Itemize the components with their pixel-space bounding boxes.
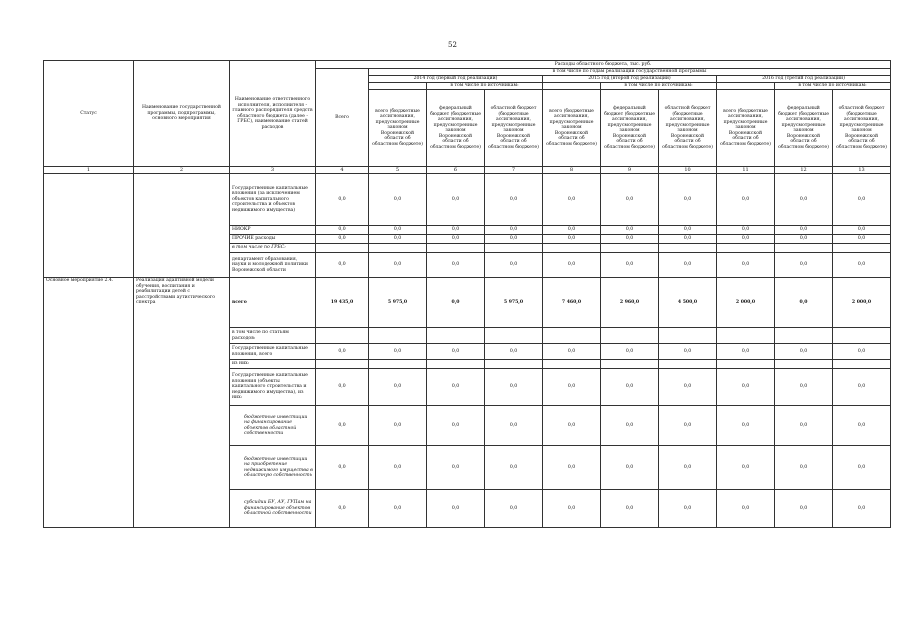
value-cell: 0,0 xyxy=(659,226,717,235)
value-cell xyxy=(659,328,717,344)
row-name: бюджетные инвестиции на приобретение недвижимого имущества в областную собственность xyxy=(230,446,316,490)
value-cell xyxy=(775,244,833,253)
value-cell: 0,0 xyxy=(543,226,601,235)
value-cell: 0,0 xyxy=(775,235,833,244)
header-year-2015: 2015 год (второй год реализации) xyxy=(543,76,717,83)
value-cell: 0,0 xyxy=(543,446,601,490)
column-number: 1 xyxy=(44,167,134,174)
header-by-sources: в том числе по источникам: xyxy=(427,83,543,90)
value-cell: 0,0 xyxy=(316,226,369,235)
value-cell: 2 960,0 xyxy=(601,278,659,328)
value-cell: 0,0 xyxy=(717,406,775,446)
value-cell xyxy=(833,244,891,253)
value-cell xyxy=(543,360,601,369)
column-number: 8 xyxy=(543,167,601,174)
header-sub-regional: областной бюджет (бюджетные ассигнования, предусмотренные законом Воронежской области об областном бюджете) xyxy=(659,90,717,167)
value-cell xyxy=(369,328,427,344)
row-name: из них: xyxy=(230,360,316,369)
row-name: в том числе по статьям расходов: xyxy=(230,328,316,344)
value-cell: 0,0 xyxy=(369,369,427,406)
value-cell: 0,0 xyxy=(427,406,485,446)
status-cell: Основное мероприятие 2.4. xyxy=(44,278,134,528)
table-row xyxy=(44,278,891,328)
value-cell: 0,0 xyxy=(316,253,369,278)
value-cell: 0,0 xyxy=(717,369,775,406)
value-cell: 0,0 xyxy=(369,235,427,244)
table-row xyxy=(44,174,891,226)
column-number: 12 xyxy=(775,167,833,174)
value-cell: 0,0 xyxy=(775,369,833,406)
value-cell: 0,0 xyxy=(543,174,601,226)
row-name: департамент образования, науки и молодежной политики Воронежской области xyxy=(230,253,316,278)
table-header xyxy=(44,61,891,174)
row-name: субсидии БУ, АУ, ГУПам на финансирование объектов областной собственности xyxy=(230,490,316,528)
header-by-years: в том числе по годам реализации государственной программы xyxy=(369,69,891,76)
value-cell: 0,0 xyxy=(833,253,891,278)
value-cell xyxy=(601,328,659,344)
header-status: Статус xyxy=(44,61,134,167)
value-cell: 0,0 xyxy=(427,490,485,528)
program-cell xyxy=(134,174,230,278)
value-cell xyxy=(659,244,717,253)
value-cell: 0,0 xyxy=(427,369,485,406)
value-cell: 0,0 xyxy=(427,278,485,328)
value-cell xyxy=(717,328,775,344)
value-cell: 0,0 xyxy=(775,344,833,360)
value-cell: 0,0 xyxy=(717,490,775,528)
value-cell: 0,0 xyxy=(659,406,717,446)
value-cell: 5 975,0 xyxy=(485,278,543,328)
value-cell: 0,0 xyxy=(316,446,369,490)
value-cell: 0,0 xyxy=(775,446,833,490)
value-cell: 0,0 xyxy=(427,226,485,235)
value-cell: 0,0 xyxy=(833,446,891,490)
value-cell: 0,0 xyxy=(601,406,659,446)
value-cell xyxy=(717,360,775,369)
header-sub-regional: областной бюджет (бюджетные ассигнования, предусмотренные законом Воронежской области об областном бюджете) xyxy=(833,90,891,167)
value-cell xyxy=(833,328,891,344)
header-sub-federal: федеральный бюджет (бюджетные ассигнования, предусмотренные законом Воронежской области об областном бюджете) xyxy=(775,90,833,167)
value-cell: 0,0 xyxy=(601,174,659,226)
value-cell: 0,0 xyxy=(485,490,543,528)
value-cell xyxy=(316,360,369,369)
value-cell: 0,0 xyxy=(369,344,427,360)
value-cell: 0,0 xyxy=(659,369,717,406)
value-cell: 0,0 xyxy=(543,406,601,446)
value-cell: 0,0 xyxy=(833,369,891,406)
column-number: 6 xyxy=(427,167,485,174)
row-name: Государственные капитальные вложения, всего xyxy=(230,344,316,360)
column-number: 3 xyxy=(230,167,316,174)
value-cell: 0,0 xyxy=(659,446,717,490)
value-cell: 0,0 xyxy=(485,344,543,360)
row-name: бюджетные инвестиции на финансирование объектов областной собственности xyxy=(230,406,316,446)
value-cell: 0,0 xyxy=(369,490,427,528)
value-cell xyxy=(775,328,833,344)
budget-table xyxy=(43,60,891,528)
value-cell: 0,0 xyxy=(543,490,601,528)
value-cell: 0,0 xyxy=(427,235,485,244)
column-number: 9 xyxy=(601,167,659,174)
value-cell xyxy=(485,244,543,253)
column-number: 13 xyxy=(833,167,891,174)
value-cell: 0,0 xyxy=(485,406,543,446)
row-name: в том числе по ГРБС: xyxy=(230,244,316,253)
value-cell: 0,0 xyxy=(659,253,717,278)
value-cell: 0,0 xyxy=(833,490,891,528)
value-cell: 0,0 xyxy=(659,490,717,528)
header-by-sources: в том числе по источникам: xyxy=(601,83,717,90)
value-cell: 0,0 xyxy=(659,174,717,226)
header-by-sources: в том числе по источникам: xyxy=(775,83,891,90)
row-name: НИОКР xyxy=(230,226,316,235)
value-cell xyxy=(601,360,659,369)
value-cell xyxy=(316,244,369,253)
value-cell: 0,0 xyxy=(775,490,833,528)
value-cell xyxy=(717,244,775,253)
value-cell: 0,0 xyxy=(659,235,717,244)
value-cell xyxy=(543,244,601,253)
value-cell: 0,0 xyxy=(775,278,833,328)
value-cell: 0,0 xyxy=(601,369,659,406)
header-sub-total: всего (бюджетные ассигнования, предусмотренные законом Воронежской области об областном бюджете) xyxy=(543,90,601,167)
value-cell: 0,0 xyxy=(601,344,659,360)
value-cell: 0,0 xyxy=(601,253,659,278)
value-cell: 0,0 xyxy=(601,226,659,235)
value-cell: 0,0 xyxy=(543,253,601,278)
value-cell: 4 500,0 xyxy=(659,278,717,328)
header-year-2016: 2016 год (третий год реализации) xyxy=(717,76,891,83)
value-cell xyxy=(485,360,543,369)
value-cell: 0,0 xyxy=(316,344,369,360)
value-cell: 0,0 xyxy=(369,446,427,490)
value-cell: 0,0 xyxy=(369,406,427,446)
column-number: 10 xyxy=(659,167,717,174)
value-cell xyxy=(601,244,659,253)
value-cell: 0,0 xyxy=(601,235,659,244)
header-program-name: Наименование государственной программы, подпрограммы, основного мероприятия xyxy=(134,61,230,167)
column-number: 11 xyxy=(717,167,775,174)
value-cell: 5 975,0 xyxy=(369,278,427,328)
value-cell xyxy=(427,360,485,369)
row-name: всего xyxy=(230,278,316,328)
value-cell: 0,0 xyxy=(717,226,775,235)
header-sub-federal: федеральный бюджет (бюджетные ассигнования, предусмотренные законом Воронежской области об областном бюджете) xyxy=(427,90,485,167)
row-name: Государственные капитальные вложения (за исключением объектов капитального строительства и объектов недвижимого имущества) xyxy=(230,174,316,226)
value-cell: 0,0 xyxy=(717,446,775,490)
value-cell xyxy=(427,328,485,344)
value-cell: 0,0 xyxy=(485,253,543,278)
header-sub-regional: областной бюджет (бюджетные ассигнования, предусмотренные законом Воронежской области об областном бюджете) xyxy=(485,90,543,167)
header-sub-total: всего (бюджетные ассигнования, предусмотренные законом Воронежской области об областном бюджете) xyxy=(369,90,427,167)
value-cell: 0,0 xyxy=(543,369,601,406)
value-cell: 0,0 xyxy=(543,344,601,360)
header-sub-total: всего (бюджетные ассигнования, предусмотренные законом Воронежской области об областном бюджете) xyxy=(717,90,775,167)
value-cell: 0,0 xyxy=(427,174,485,226)
value-cell: 0,0 xyxy=(775,174,833,226)
header-executor: Наименование ответственного исполнителя, исполнителя - главного распорядителя средств областного бюджета (далее - ГРБС), наименование статей расходов xyxy=(230,61,316,167)
value-cell xyxy=(369,360,427,369)
column-number: 4 xyxy=(316,167,369,174)
value-cell xyxy=(659,360,717,369)
value-cell: 0,0 xyxy=(316,406,369,446)
value-cell: 0,0 xyxy=(369,253,427,278)
page-number: 52 xyxy=(448,41,457,49)
header-total: Всего xyxy=(316,69,369,167)
value-cell: 0,0 xyxy=(485,174,543,226)
value-cell: 0,0 xyxy=(316,174,369,226)
row-name: ПРОЧИЕ расходы xyxy=(230,235,316,244)
column-number: 7 xyxy=(485,167,543,174)
value-cell xyxy=(316,328,369,344)
value-cell: 7 460,0 xyxy=(543,278,601,328)
value-cell: 0,0 xyxy=(369,174,427,226)
value-cell xyxy=(543,328,601,344)
value-cell xyxy=(369,244,427,253)
value-cell: 0,0 xyxy=(427,344,485,360)
value-cell xyxy=(833,360,891,369)
value-cell: 0,0 xyxy=(833,344,891,360)
column-number: 5 xyxy=(369,167,427,174)
header-year-2014: 2014 год (первый год реализации) xyxy=(369,76,543,83)
program-cell: Реализация адаптивной модели обучения, воспитания и реабилитации детей с расстройствами аутистического спектра xyxy=(134,278,230,528)
value-cell: 0,0 xyxy=(833,174,891,226)
value-cell: 0,0 xyxy=(316,490,369,528)
value-cell: 0,0 xyxy=(833,406,891,446)
value-cell: 2 000,0 xyxy=(717,278,775,328)
value-cell: 0,0 xyxy=(659,344,717,360)
value-cell: 0,0 xyxy=(833,226,891,235)
value-cell: 0,0 xyxy=(717,235,775,244)
status-cell xyxy=(44,174,134,278)
value-cell xyxy=(485,328,543,344)
column-number: 2 xyxy=(134,167,230,174)
value-cell: 0,0 xyxy=(485,369,543,406)
column-numbers-row xyxy=(44,167,891,174)
value-cell: 0,0 xyxy=(717,344,775,360)
table-body xyxy=(44,174,891,528)
value-cell: 0,0 xyxy=(427,446,485,490)
row-name: Государственные капитальные вложения (объекты капитального строительства и недвижимого имущества), из них: xyxy=(230,369,316,406)
value-cell: 0,0 xyxy=(485,226,543,235)
value-cell xyxy=(427,244,485,253)
value-cell: 0,0 xyxy=(775,406,833,446)
value-cell: 0,0 xyxy=(717,253,775,278)
value-cell: 0,0 xyxy=(717,174,775,226)
value-cell: 0,0 xyxy=(427,253,485,278)
header-expenses: Расходы областного бюджета, тыс. руб. xyxy=(316,61,891,69)
value-cell: 0,0 xyxy=(601,446,659,490)
value-cell: 0,0 xyxy=(369,226,427,235)
value-cell: 0,0 xyxy=(543,235,601,244)
value-cell: 0,0 xyxy=(485,446,543,490)
value-cell: 0,0 xyxy=(601,490,659,528)
value-cell: 0,0 xyxy=(485,235,543,244)
value-cell xyxy=(775,360,833,369)
header-sub-federal: федеральный бюджет (бюджетные ассигнования, предусмотренные законом Воронежской области об областном бюджете) xyxy=(601,90,659,167)
value-cell: 0,0 xyxy=(316,369,369,406)
value-cell: 0,0 xyxy=(316,235,369,244)
value-cell: 19 435,0 xyxy=(316,278,369,328)
value-cell: 0,0 xyxy=(833,235,891,244)
value-cell: 2 000,0 xyxy=(833,278,891,328)
value-cell: 0,0 xyxy=(775,253,833,278)
value-cell: 0,0 xyxy=(775,226,833,235)
